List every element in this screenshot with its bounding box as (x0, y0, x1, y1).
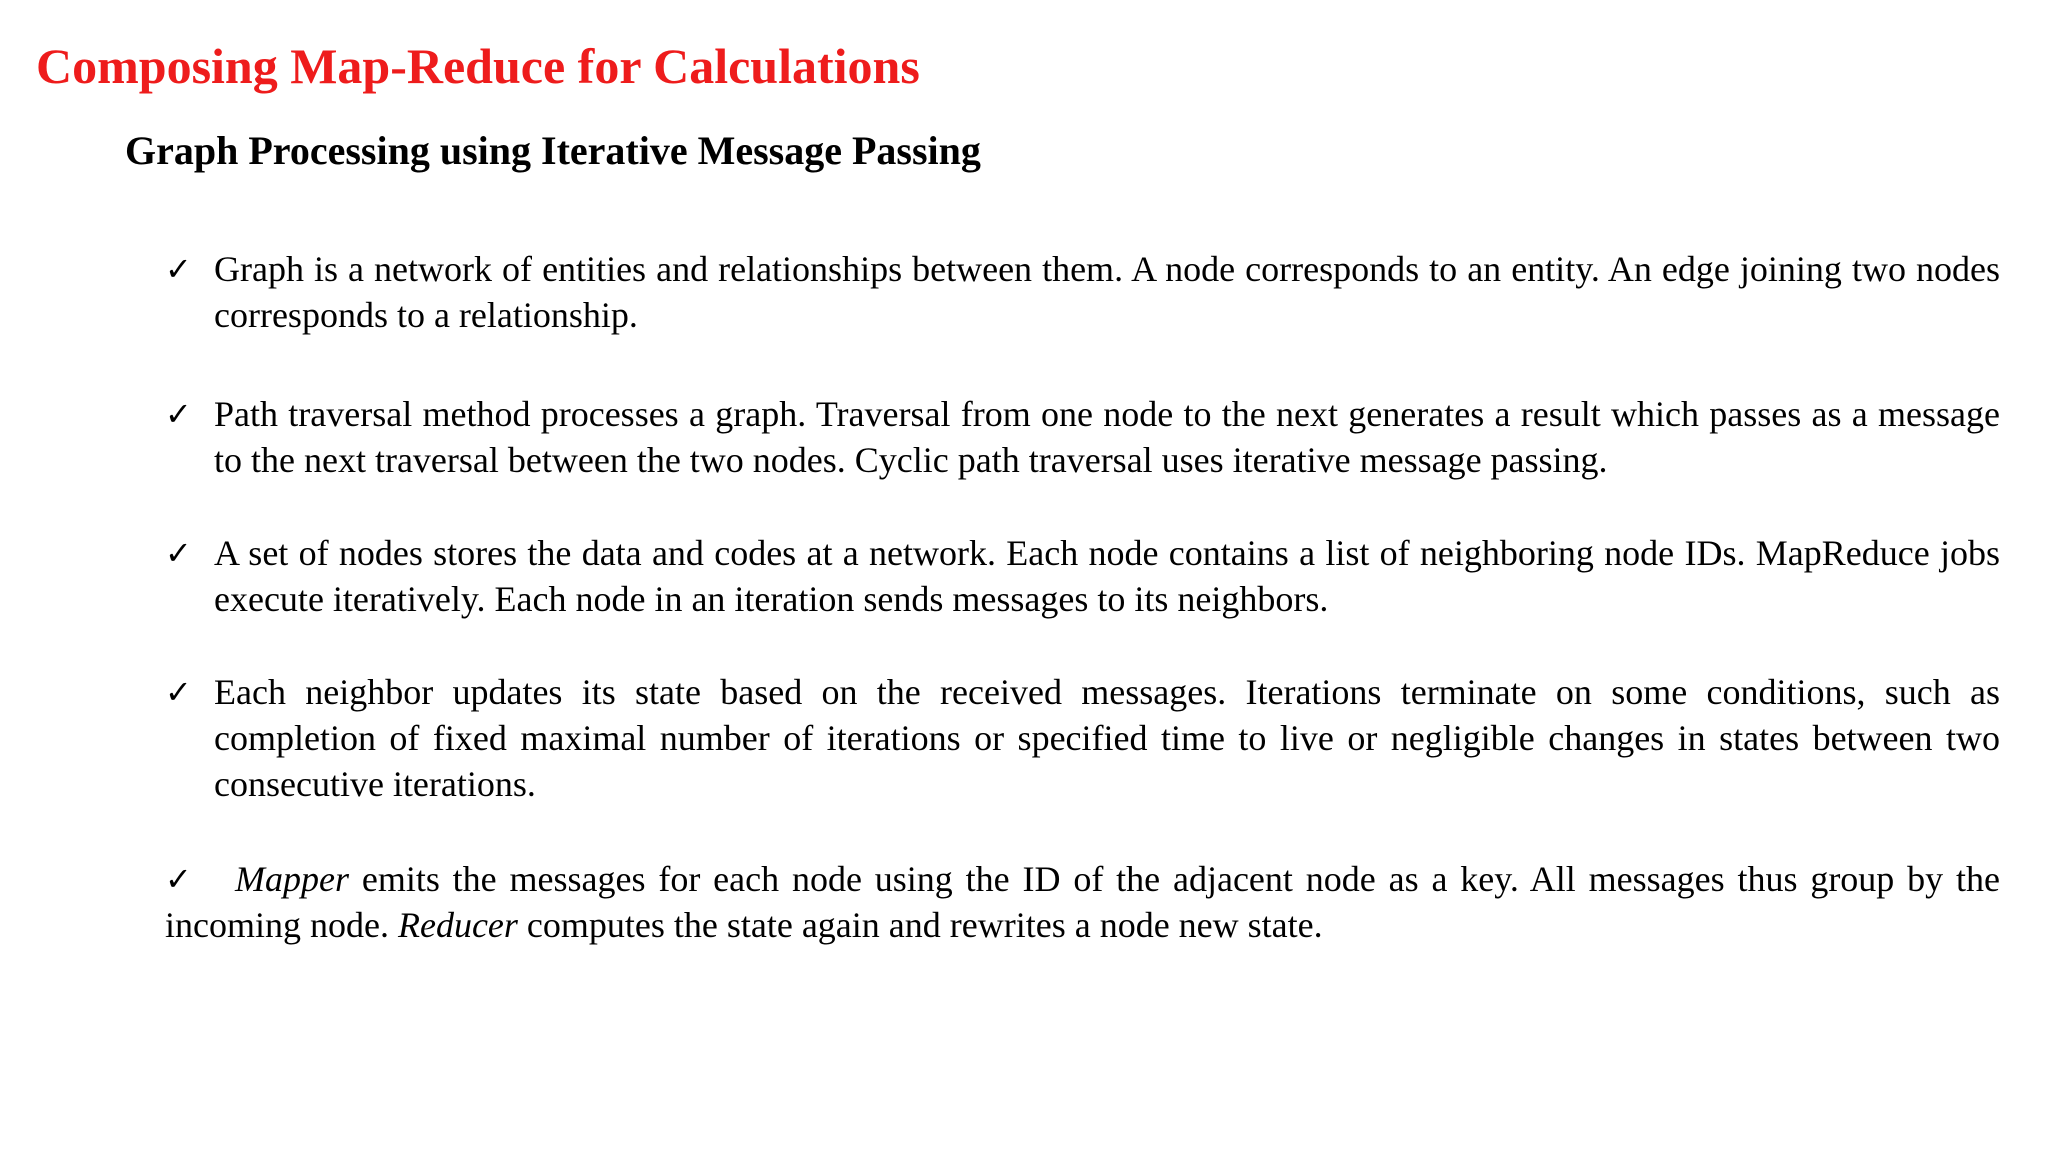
reducer-description: computes the state again and rewrites a node new state. (517, 905, 1323, 945)
bullet-text: Path traversal method processes a graph. Traversal from one node to the next generates a result which passes as a message to the next traversal between the two nodes. Cyclic path traversal uses iterative message passing. (214, 394, 2000, 480)
checkmark-icon: ✓ (165, 534, 192, 572)
mapper-term: Mapper (235, 859, 349, 899)
checkmark-icon: ✓ (165, 395, 192, 433)
slide-title: Composing Map-Reduce for Calculations (36, 38, 920, 94)
mapper-description: emits the messages for each node using the ID of the adjacent node as a key. All messages thus group by the incoming node. (165, 859, 2000, 945)
bullet-item-2 (165, 391, 2000, 483)
bullet-item-3 (165, 530, 2000, 622)
bullet-item-5 (165, 856, 2000, 948)
checkmark-icon: ✓ (165, 673, 192, 711)
reducer-term: Reducer (397, 905, 518, 945)
bullet-text (165, 859, 2000, 945)
bullet-text: A set of nodes stores the data and codes at a network. Each node contains a list of neighboring node IDs. MapReduce jobs execute iteratively. Each node in an iteration sends messages to its neighbors. (214, 533, 2000, 619)
bullet-text: Each neighbor updates its state based on the received messages. Iterations terminate on some conditions, such as completion of fixed maximal number of iterations or specified time to live or negligible changes in states between two consecutive iterations. (214, 672, 2000, 804)
checkmark-icon: ✓ (165, 860, 192, 898)
bullet-item-4 (165, 669, 2000, 807)
bullet-text: Graph is a network of entities and relationships between them. A node corresponds to an entity. An edge joining two nodes corresponds to a relationship. (214, 249, 2000, 335)
checkmark-icon: ✓ (165, 250, 192, 288)
slide-subtitle: Graph Processing using Iterative Message Passing (125, 128, 981, 173)
bullet-item-1 (165, 246, 2000, 338)
